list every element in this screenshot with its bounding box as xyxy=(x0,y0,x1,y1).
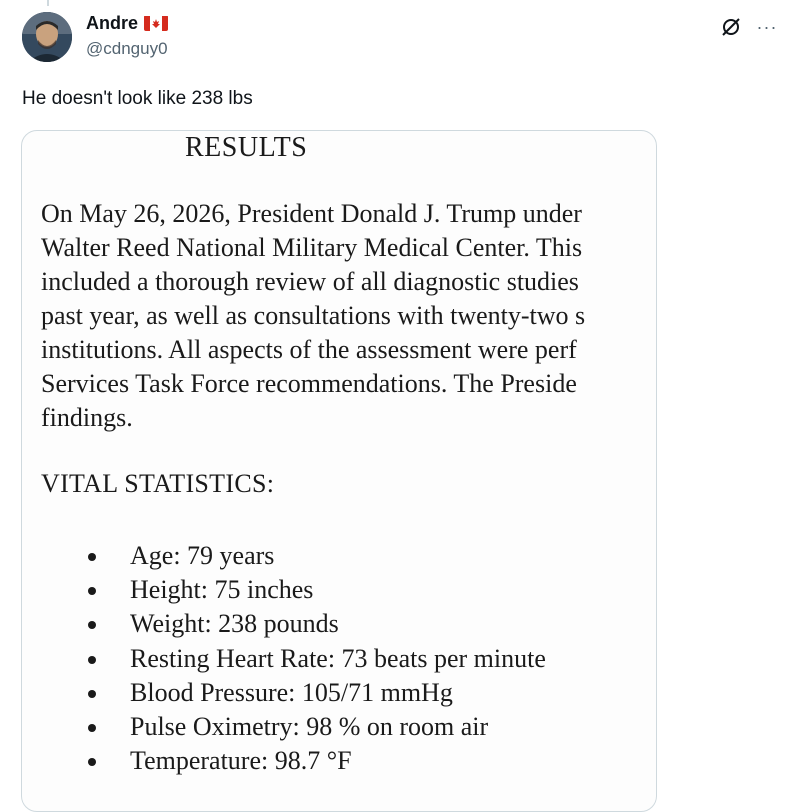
document-scan xyxy=(22,131,656,811)
vital-item: Resting Heart Rate: 73 beats per minute xyxy=(82,642,546,676)
document-paragraph xyxy=(41,197,585,435)
vital-item: Weight: 238 pounds xyxy=(82,607,546,641)
avatar[interactable] xyxy=(22,12,72,62)
paragraph-line: Walter Reed National Military Medical Center. This xyxy=(41,233,583,262)
more-options-button[interactable]: ··· xyxy=(756,17,778,37)
tweet-top-actions xyxy=(718,14,780,40)
grok-icon[interactable] xyxy=(718,14,744,40)
avatar-image xyxy=(22,12,72,62)
vital-item: Height: 75 inches xyxy=(82,573,546,607)
paragraph-line: findings. xyxy=(41,403,133,432)
vital-item: Age: 79 years xyxy=(82,539,546,573)
author-name-row[interactable] xyxy=(86,12,168,34)
thread-line xyxy=(47,0,49,6)
paragraph-line: included a thorough review of all diagnostic studies xyxy=(41,267,579,296)
vital-item: Blood Pressure: 105/71 mmHg xyxy=(82,676,546,710)
tweet-media-image[interactable] xyxy=(21,130,657,812)
vital-item: Temperature: 98.7 °F xyxy=(82,744,546,778)
document-title: RESULTS xyxy=(185,132,308,163)
author-handle[interactable]: @cdnguy0 xyxy=(86,39,168,58)
author-name[interactable]: Andre xyxy=(86,13,139,33)
tweet-text: He doesn't look like 238 lbs xyxy=(22,88,253,109)
paragraph-line: institutions. All aspects of the assessment were perf xyxy=(41,335,577,364)
vital-item: Pulse Oximetry: 98 % on room air xyxy=(82,710,546,744)
paragraph-line: On May 26, 2026, President Donald J. Trump under xyxy=(41,199,582,228)
canada-flag-icon xyxy=(144,15,168,31)
vital-statistics-list xyxy=(82,539,546,778)
paragraph-line: Services Task Force recommendations. The Preside xyxy=(41,369,577,398)
paragraph-line: past year, as well as consultations with twenty-two s xyxy=(41,301,586,330)
vital-statistics-heading: VITAL STATISTICS: xyxy=(41,469,275,498)
